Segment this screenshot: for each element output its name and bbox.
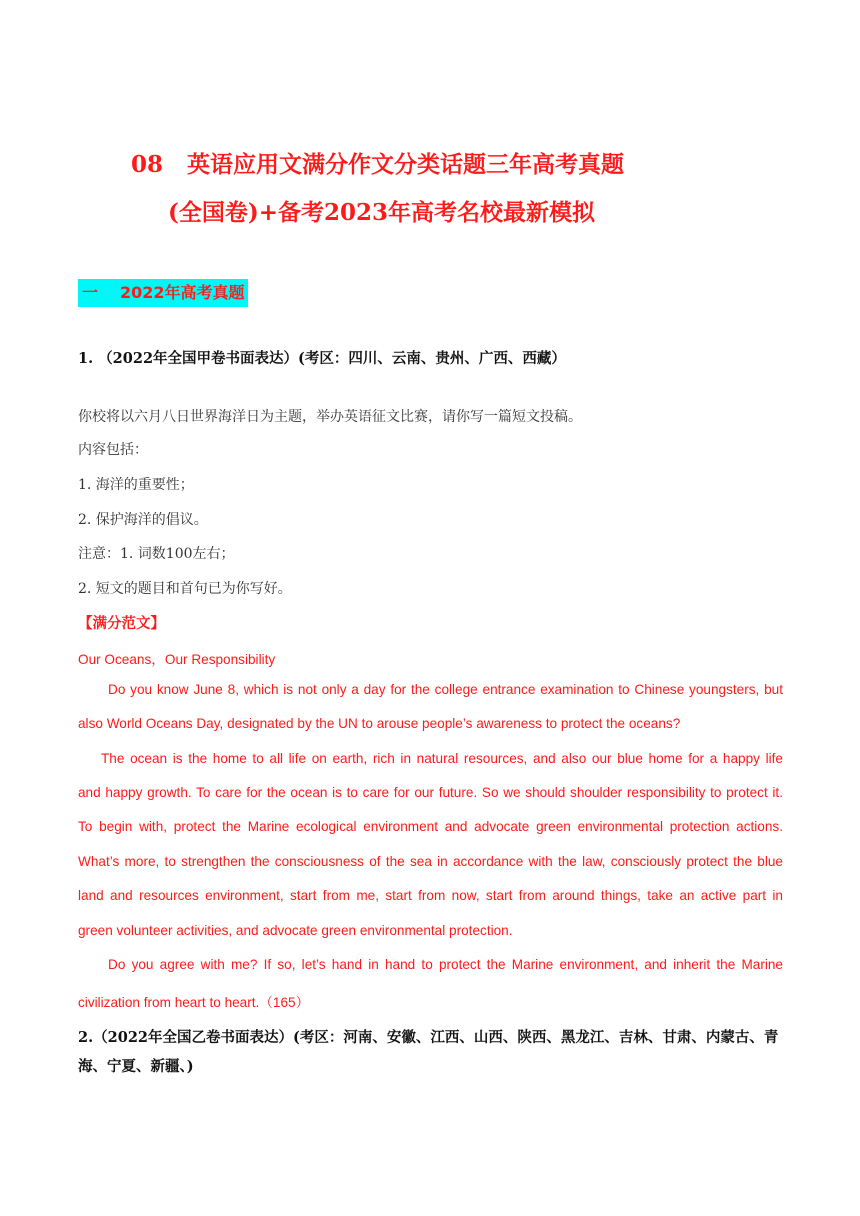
section-heading — [78, 279, 248, 307]
essay-line: also World Oceans Day, designated by the UN to arouse people’s awareness to protect the oceans? — [78, 716, 681, 731]
question-1-heading: 1. （2022年全国甲卷书面表达）(考区：四川、云南、贵州、广西、西藏） — [78, 350, 566, 367]
essay-line: Do you agree with me? If so, let’s hand in hand to protect the Marine environment, and inherit the Marine — [108, 957, 783, 972]
question-1-prompt: 你校将以六月八日世界海洋日为主题，举办英语征文比赛，请你写一篇短文投稿。 — [78, 409, 582, 425]
document-title-line1 — [131, 146, 624, 179]
note-1: 注意：1. 词数100左右； — [78, 546, 235, 562]
essay-title: Our Oceans，Our Responsibility — [78, 652, 276, 667]
content-point-1: 1. 海洋的重要性； — [78, 477, 194, 493]
essay-line: To begin with, protect the Marine ecological environment and advocate green environmental protection actions. — [78, 819, 783, 834]
section-label: 2022年高考真题 — [120, 283, 245, 302]
essay-line: land and resources environment, start from me, start from now, start from around things, take an active part in — [78, 888, 783, 903]
content-point-2: 2. 保护海洋的倡议。 — [78, 512, 208, 528]
document-title-line2: (全国卷)+备考2023年高考名校最新模拟 — [168, 199, 596, 226]
title-text: 英语应用文满分作文分类话题三年高考真题 — [187, 151, 625, 178]
essay-word-count-line: civilization from heart to heart.（165） — [78, 995, 310, 1010]
content-intro: 内容包括： — [78, 442, 148, 458]
essay-line: The ocean is the home to all life on earth, rich in natural resources, and also our blue home for a happy life — [101, 751, 783, 766]
section-marker: 一 — [82, 283, 99, 302]
essay-line: and happy growth. To care for the ocean is to care for our future. So we should shoulder responsibility to protect it. — [78, 785, 783, 800]
question-2-heading: 2.（2022年全国乙卷书面表达）(考区：河南、安徽、江西、山西、陕西、黑龙江、吉林、甘肃、内蒙古、青海、宁夏、新疆、) — [78, 1029, 779, 1075]
essay-line: Do you know June 8, which is not only a day for the college entrance examination to Chinese youngsters, but — [108, 682, 783, 697]
essay-line: green volunteer activities, and advocate green environmental protection. — [78, 923, 513, 938]
title-number: 08 — [131, 151, 164, 178]
note-2: 2. 短文的题目和首句已为你写好。 — [78, 581, 292, 597]
sample-essay-label: 【满分范文】 — [78, 615, 165, 632]
essay-line: What’s more, to strengthen the consciousness of the sea in accordance with the law, consciously protect the blue — [78, 854, 783, 869]
